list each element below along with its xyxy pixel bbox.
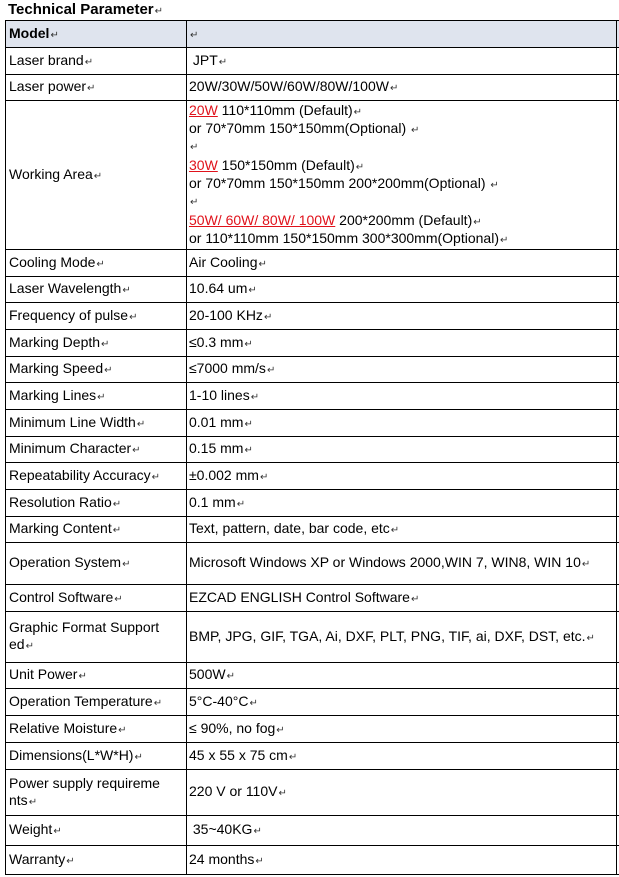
- table-row: [6, 663, 619, 689]
- table-row: [6, 410, 619, 437]
- row-value: ±0.002 mm↵: [187, 463, 617, 490]
- table-row: [6, 517, 619, 543]
- table-row: [6, 383, 619, 410]
- row-label: Relative Moisture↵: [6, 716, 187, 743]
- table-row: [6, 612, 619, 663]
- header-label-cell: Model↵: [6, 21, 187, 48]
- row-value: ≤7000 mm/s↵: [187, 357, 617, 383]
- spec-table: [5, 20, 619, 875]
- table-row: [6, 543, 619, 585]
- row-value: 10.64 um↵: [187, 277, 617, 303]
- row-label: Frequency of pulse↵: [6, 303, 187, 330]
- power-30w: 30W: [189, 157, 218, 173]
- table-row: [6, 250, 619, 277]
- row-value: Air Cooling↵: [187, 250, 617, 277]
- table-row: [6, 846, 619, 875]
- row-value: ≤0.3 mm↵: [187, 330, 617, 357]
- table-row: [6, 585, 619, 612]
- table-row: [6, 330, 619, 357]
- table-row: [6, 48, 619, 75]
- row-value: 45 x 55 x 75 cm↵: [187, 743, 617, 770]
- row-label: Graphic Format Support ed↵: [6, 612, 187, 663]
- row-value: 20-100 KHz↵: [187, 303, 617, 330]
- table-header-row: [6, 21, 619, 48]
- row-value: 24 months↵: [187, 846, 617, 875]
- table-row: [6, 716, 619, 743]
- row-label: Marking Depth↵: [6, 330, 187, 357]
- row-label: Operation System↵: [6, 543, 187, 585]
- row-value: 5°C-40°C↵: [187, 689, 617, 716]
- row-value: 1-10 lines↵: [187, 383, 617, 410]
- power-50-100w: 50W/ 60W/ 80W/ 100W: [189, 212, 336, 228]
- row-label: Warranty↵: [6, 846, 187, 875]
- row-label: Laser brand↵: [6, 48, 187, 75]
- row-label: Working Area↵: [6, 101, 187, 250]
- table-row: [6, 277, 619, 303]
- row-value: JPT↵: [187, 48, 617, 75]
- row-label: Cooling Mode↵: [6, 250, 187, 277]
- row-label: Control Software↵: [6, 585, 187, 612]
- row-value: 20W/30W/50W/60W/80W/100W↵: [187, 75, 617, 101]
- table-row: [6, 816, 619, 846]
- row-value: Text, pattern, date, bar code, etc↵: [187, 517, 617, 543]
- row-label: Laser Wavelength↵: [6, 277, 187, 303]
- row-label: Resolution Ratio↵: [6, 490, 187, 517]
- row-label: Minimum Line Width↵: [6, 410, 187, 437]
- power-20w: 20W: [189, 102, 218, 118]
- table-row: [6, 463, 619, 490]
- working-area-row: [6, 101, 619, 250]
- row-value: EZCAD ENGLISH Control Software↵: [187, 585, 617, 612]
- table-row: [6, 437, 619, 463]
- row-value: 500W↵: [187, 663, 617, 689]
- table-row: [6, 689, 619, 716]
- row-value: 220 V or 110V↵: [187, 770, 617, 816]
- table-row: [6, 75, 619, 101]
- page-title: Technical Parameter↵: [8, 1, 164, 18]
- table-row: [6, 303, 619, 330]
- row-label: Marking Content↵: [6, 517, 187, 543]
- table-row: [6, 743, 619, 770]
- working-area-value: 20W 110*110mm (Default)↵ or 70*70mm 150*150mm(Optional) ↵ ↵ 30W 150*150mm (Default)↵ or 70*70mm 150*150mm 200*200mm(Optional) ↵ ↵ 50W/ 60W/ 80W/ 100W 200*200mm (Default)↵ or 110*110mm 150*150mm 300*300mm(Optional)↵: [187, 101, 617, 250]
- table-row: [6, 357, 619, 383]
- row-value: ≤ 90%, no fog↵: [187, 716, 617, 743]
- row-label: Minimum Character↵: [6, 437, 187, 463]
- row-label: Marking Speed↵: [6, 357, 187, 383]
- row-label: Repeatability Accuracy↵: [6, 463, 187, 490]
- header-value-cell: ↵: [187, 21, 617, 48]
- row-label: Operation Temperature↵: [6, 689, 187, 716]
- row-label: Power supply requireme nts↵: [6, 770, 187, 816]
- row-value: Microsoft Windows XP or Windows 2000,WIN 7, WIN8, WIN 10↵: [187, 543, 617, 585]
- row-value: 35~40KG↵: [187, 816, 617, 846]
- row-value: 0.01 mm↵: [187, 410, 617, 437]
- row-value: 0.1 mm↵: [187, 490, 617, 517]
- row-label: Marking Lines↵: [6, 383, 187, 410]
- row-value: BMP, JPG, GIF, TGA, Ai, DXF, PLT, PNG, TIF, ai, DXF, DST, etc.↵: [187, 612, 617, 663]
- row-label: Dimensions(L*W*H)↵: [6, 743, 187, 770]
- row-value: 0.15 mm↵: [187, 437, 617, 463]
- table-row: [6, 770, 619, 816]
- row-label: Weight↵: [6, 816, 187, 846]
- table-row: [6, 490, 619, 517]
- row-label: Unit Power↵: [6, 663, 187, 689]
- row-label: Laser power↵: [6, 75, 187, 101]
